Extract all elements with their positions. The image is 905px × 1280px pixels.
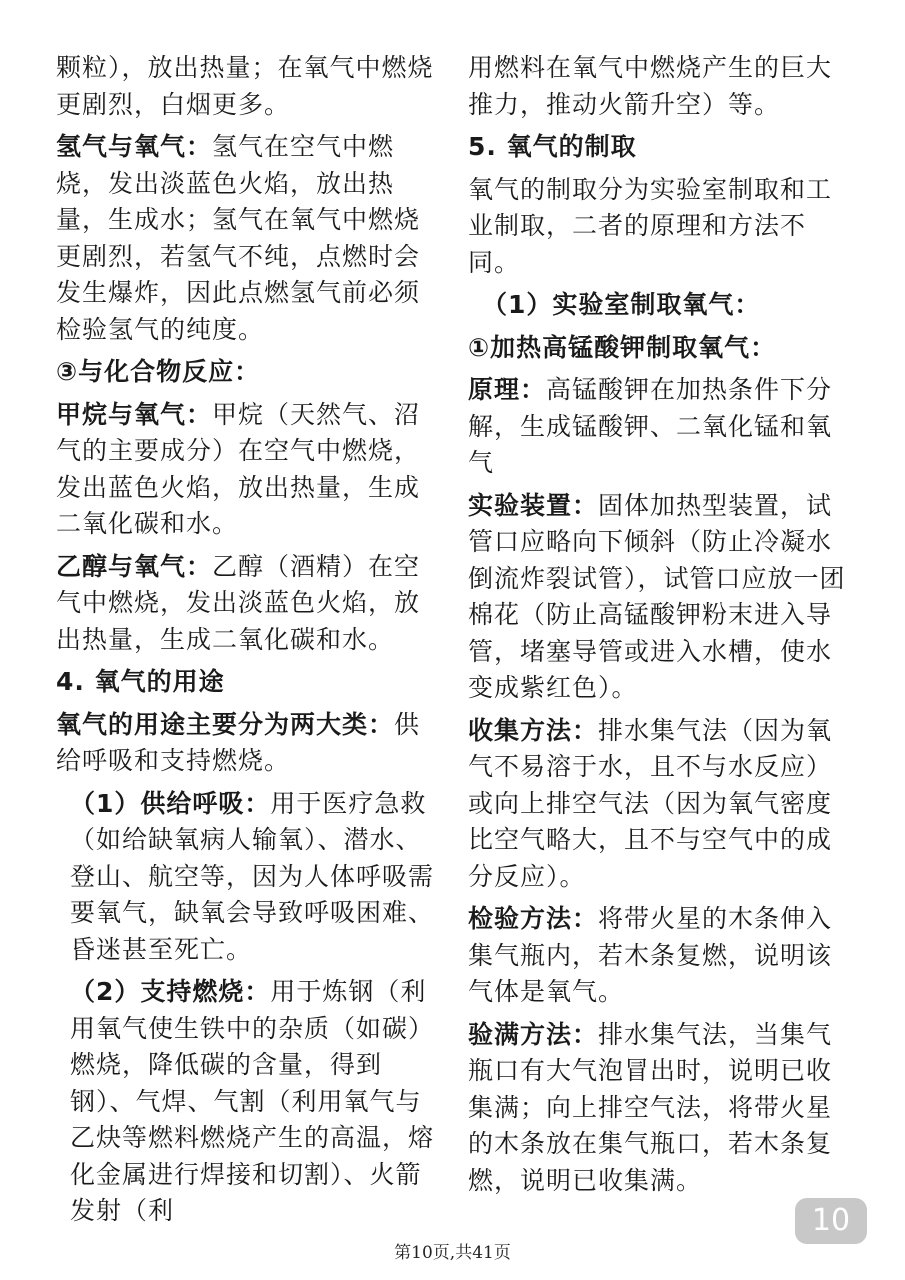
left-column bbox=[56, 50, 440, 1236]
paragraph bbox=[468, 372, 854, 482]
paragraph bbox=[56, 786, 440, 969]
paragraph-text: 用于医疗急救（如给缺氧病人输氧）、潜水、登山、航空等，因为人体呼吸需要氧气，缺氧会导致呼吸困难、昏迷甚至死亡。 bbox=[70, 788, 435, 964]
paragraph-text: 高锰酸钾在加热条件下分解，生成锰酸钾、二氧化锰和氧气 bbox=[468, 375, 833, 477]
section-heading: 4. 氧气的用途 bbox=[56, 667, 225, 696]
paragraph-text: 用燃料在氧气中燃烧产生的巨大推力，推动火箭升空）等。 bbox=[468, 53, 833, 119]
paragraph-text: 甲烷（天然气、沼气的主要成分）在空气中燃烧，发出蓝色火焰，放出热量，生成二氧化碳和水。 bbox=[56, 399, 421, 538]
paragraph-text: 排水集气法，当集气瓶口有大气泡冒出时，说明已收集满；向上排空气法，将带火星的木条放在集气瓶口，若木条复燃，说明已收集满。 bbox=[468, 1019, 833, 1195]
paragraph bbox=[468, 488, 854, 707]
paragraph-label: 甲烷与氧气： bbox=[56, 399, 213, 429]
paragraph-text: 固体加热型装置，试管口应略向下倾斜（防止冷凝水倒流炸裂试管），试管口应放一团棉花（防止高锰酸钾粉末进入导管，堵塞导管或进入水槽，使水变成紫红色）。 bbox=[468, 490, 846, 702]
paragraph bbox=[56, 129, 440, 348]
page-footer: 第10页,共41页 bbox=[394, 1243, 511, 1263]
paragraph-text: 将带火星的木条伸入集气瓶内，若木条复燃，说明该气体是氧气。 bbox=[468, 904, 833, 1006]
paragraph bbox=[56, 397, 440, 543]
section-heading: 5. 氧气的制取 bbox=[468, 132, 637, 161]
paragraph-text: 供给呼吸和支持燃烧。 bbox=[56, 709, 421, 775]
paragraph-label: 氢气与氧气： bbox=[56, 132, 213, 161]
paragraph-label: 乙醇与氧气： bbox=[56, 551, 213, 581]
paragraph-label: 验满方法： bbox=[468, 1019, 599, 1049]
paragraph-label: 收集方法： bbox=[468, 715, 599, 745]
paragraph bbox=[468, 713, 854, 896]
paragraph-label: 检验方法： bbox=[468, 904, 599, 933]
paragraph bbox=[56, 974, 440, 1230]
right-column bbox=[468, 50, 854, 1205]
subsection-heading: ③与化合物反应： bbox=[56, 357, 261, 386]
paragraph-text: 颗粒），放出热量；在氧气中燃烧更剧烈，白烟更多。 bbox=[56, 53, 434, 119]
paragraph-label: 实验装置： bbox=[468, 490, 599, 520]
paragraph bbox=[468, 172, 854, 282]
paragraph-label: （1）供给呼吸： bbox=[70, 788, 271, 818]
paragraph bbox=[56, 707, 440, 780]
paragraph-text: 排水集气法（因为氧气不易溶于水，且不与水反应）或向上排空气法（因为氧气密度比空气略大，且不与空气中的成分反应）。 bbox=[468, 715, 833, 891]
paragraph bbox=[56, 549, 440, 659]
paragraph bbox=[468, 1017, 854, 1200]
paragraph-text: 氧气的制取分为实验室制取和工业制取，二者的原理和方法不同。 bbox=[468, 174, 833, 277]
paragraph-label: （2）支持燃烧： bbox=[70, 977, 271, 1006]
paragraph-text: 用于炼钢（利用氧气使生铁中的杂质（如碳）燃烧，降低碳的含量，得到钢）、气焊、气割（利用氧气与乙炔等燃料燃烧产生的高温，熔化金属进行焊接和切割）、火箭发射（利 bbox=[70, 977, 435, 1225]
paragraph-text: 乙醇（酒精）在空气中燃烧，发出淡蓝色火焰，放出热量，生成二氧化碳和水。 bbox=[56, 551, 421, 654]
page-number-badge: 10 bbox=[795, 1198, 867, 1244]
subsection-heading: ①加热高锰酸钾制取氧气： bbox=[468, 332, 777, 362]
paragraph bbox=[56, 50, 440, 123]
paragraph-label: 氧气的用途主要分为两大类： bbox=[56, 709, 395, 739]
paragraph-label: 原理： bbox=[468, 375, 547, 404]
paragraph bbox=[468, 901, 854, 1011]
subsection-heading: （1）实验室制取氧气： bbox=[482, 290, 761, 319]
paragraph bbox=[468, 50, 854, 123]
paragraph-text: 氢气在空气中燃烧，发出淡蓝色火焰，放出热量，生成水；氢气在氧气中燃烧更剧烈，若氢气不纯，点燃时会发生爆炸，因此点燃氢气前必须检验氢气的纯度。 bbox=[56, 132, 421, 344]
